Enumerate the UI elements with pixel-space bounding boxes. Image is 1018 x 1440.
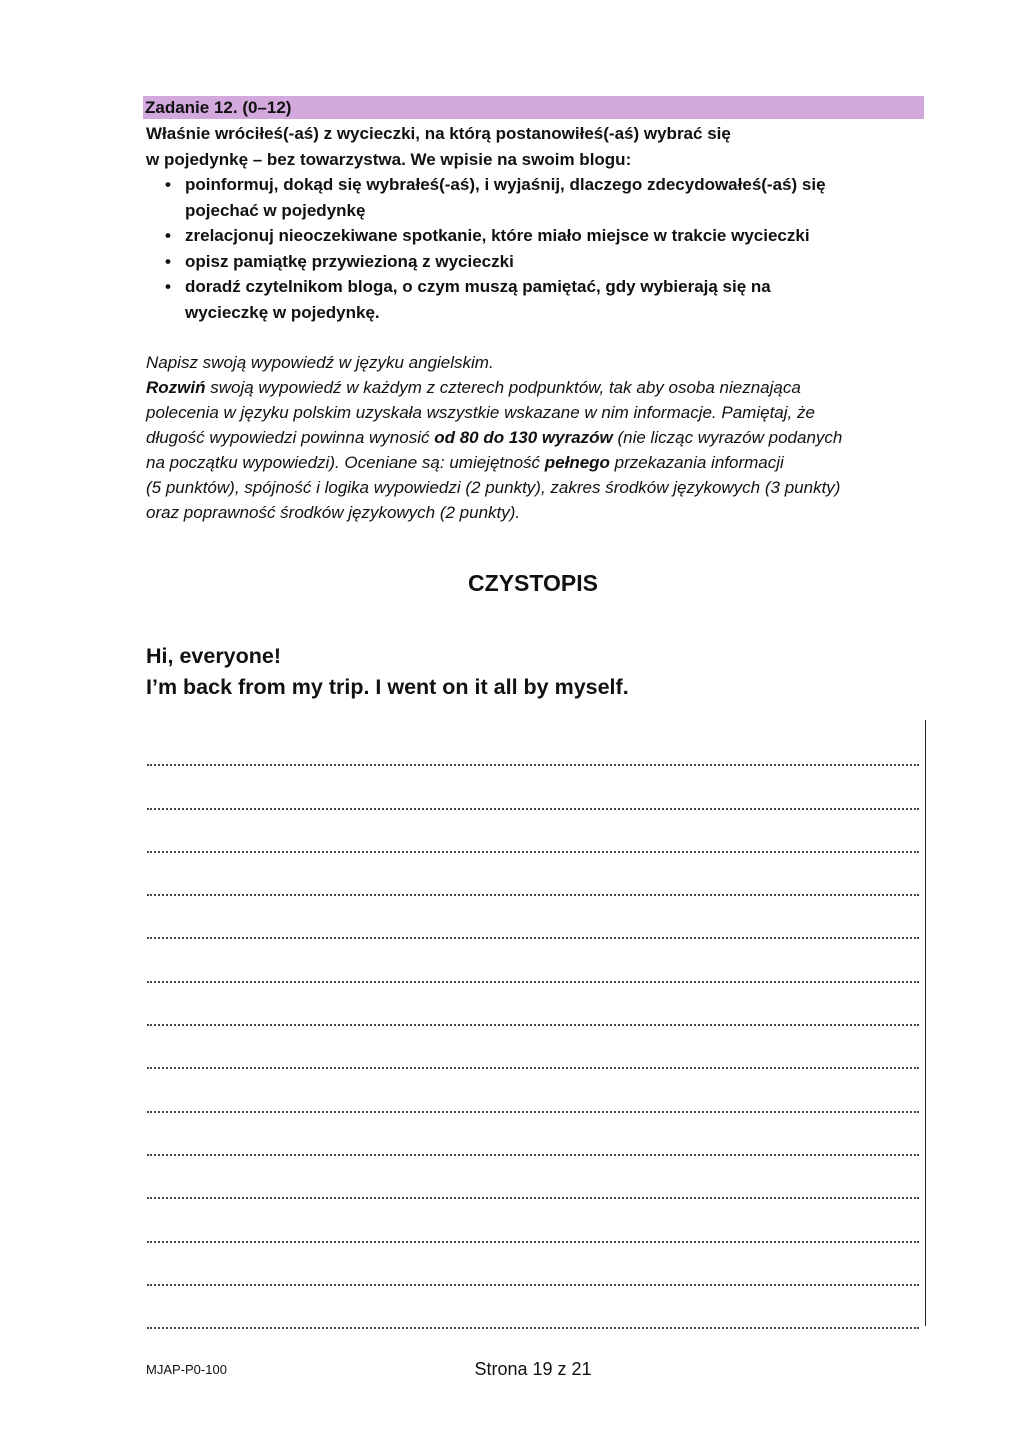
bullet-icon: • [165,226,171,245]
instruction-line [146,425,926,450]
intro-line: w pojedynkę – bez towarzystwa. We wpisie na swoim blogu: [146,149,632,169]
bullet-icon: • [165,277,171,296]
instruction-text: na początku wypowiedzi). Oceniane są: umiejętność [146,453,545,472]
bullet-text: opisz pamiątkę przywiezioną z wycieczki [185,251,514,271]
page-number: Strona 19 z 21 [474,1359,592,1379]
intro-line: Właśnie wróciłeś(-aś) z wycieczki, na którą postanowiłeś(-aś) wybrać się [146,124,731,143]
instruction-line: Napisz swoją wypowiedź w języku angielskim. [146,353,494,372]
task-title: Zadanie 12. (0–12) [145,98,292,117]
task-intro [146,121,926,172]
instruction-line [146,375,926,400]
instruction-line: oraz poprawność środków językowych (2 punkty). [146,503,521,522]
instruction-emphasis: pełnego [544,453,610,472]
answer-line[interactable] [147,853,919,896]
answer-line[interactable] [147,1069,919,1112]
instruction-text: przekazania informacji [609,453,784,472]
bullet-text: doradź czytelnikom bloga, o czym muszą pamiętać, gdy wybierają się na [185,277,771,296]
answer-line[interactable] [147,1199,919,1242]
instruction-emphasis: Rozwiń [146,378,206,397]
instruction-emphasis: od 80 do 130 wyrazów [434,428,613,447]
instruction-line: (5 punktów), spójność i logika wypowiedzi (2 punkty), zakres środków językowych (3 punkty) [146,478,841,497]
bullet-item [146,172,926,223]
answer-line[interactable] [147,810,919,853]
instructions [146,350,926,525]
task-header [143,96,924,119]
answer-line[interactable] [147,939,919,982]
bullet-item [146,274,926,325]
bullet-text: wycieczkę w pojedynkę. [185,302,380,322]
answer-line[interactable] [147,1243,919,1286]
answer-starter [146,641,926,703]
bullet-item [146,223,926,249]
answer-line[interactable] [147,1156,919,1199]
instruction-line: polecenia w języku polskim uzyskała wszystkie wskazane w nim informacje. Pamiętaj, że [146,403,815,422]
instruction-text: (nie licząc wyrazów podanych [612,428,843,447]
exam-code: MJAP-P0-100 [146,1362,227,1377]
margin-line [925,720,926,1326]
starter-line: I’m back from my trip. I went on it all by myself. [146,675,629,699]
answer-line[interactable] [147,1113,919,1156]
task-bullet-list [146,172,926,325]
answer-line[interactable] [147,896,919,939]
bullet-icon: • [165,251,171,271]
instruction-text: długość wypowiedzi powinna wynosić [146,428,435,447]
czystopis-title: CZYSTOPIS [468,570,598,596]
starter-line: Hi, everyone! [146,644,282,668]
instruction-line [146,450,926,475]
answer-line[interactable] [147,766,919,809]
answer-line[interactable] [147,723,919,766]
answer-line[interactable] [147,983,919,1026]
bullet-item [146,249,926,275]
answer-line[interactable] [147,1026,919,1069]
bullet-text: zrelacjonuj nieoczekiwane spotkanie, które miało miejsce w trakcie wycieczki [185,226,810,245]
bullet-text: pojechać w pojedynkę [185,200,366,220]
bullet-text: poinformuj, dokąd się wybrałeś(-aś), i wyjaśnij, dlaczego zdecydowałeś(-aś) się [185,175,826,194]
answer-line[interactable] [147,1286,919,1329]
answer-area[interactable] [147,723,919,1329]
bullet-icon: • [165,175,171,194]
instruction-text: swoją wypowiedź w każdym z czterech podpunktów, tak aby osoba nieznająca [205,378,801,397]
